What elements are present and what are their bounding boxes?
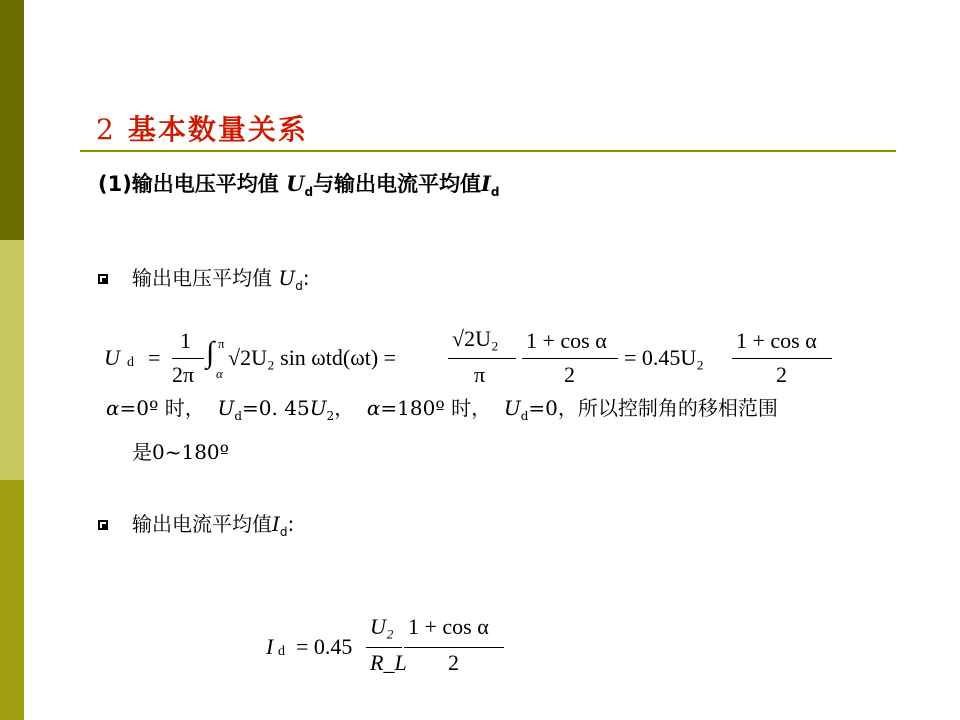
eq1-f3-num: 1 + cos α bbox=[526, 328, 607, 353]
slide-title bbox=[96, 108, 308, 148]
eq2-f2-den: 2 bbox=[448, 650, 459, 675]
eq2-f1-num: U₂ bbox=[370, 614, 394, 639]
note-ud2: U bbox=[503, 396, 521, 420]
eq1-int-upper: π bbox=[218, 336, 225, 351]
eq1-int-lower: α bbox=[216, 366, 223, 381]
eq2-f1-bar bbox=[366, 647, 402, 648]
note-eq180: =180º 时， bbox=[380, 396, 492, 420]
integral-sign: ∫ bbox=[206, 336, 215, 369]
eq1-f4-bar bbox=[732, 358, 832, 359]
bullet1-symbol: U bbox=[278, 266, 296, 290]
bullet2-text bbox=[132, 508, 294, 539]
eq1-f1-num: 1 bbox=[180, 328, 191, 353]
note-alpha: α bbox=[106, 396, 120, 420]
note-u2-sub: 2 bbox=[326, 409, 335, 423]
note-alpha2: α bbox=[366, 396, 381, 420]
note-ud2-sub: d bbox=[520, 409, 529, 423]
bullet-square-icon bbox=[98, 520, 108, 530]
eq1-lhs-sub: d bbox=[127, 355, 134, 370]
subtitle-prefix: (1)输出电压平均值 bbox=[98, 172, 287, 196]
eq1-f1-bar bbox=[172, 358, 204, 359]
title-underline bbox=[80, 150, 896, 152]
note-comma: ， bbox=[334, 396, 355, 420]
note-val1: =0. 45 bbox=[242, 396, 310, 420]
sidebar-band-dark bbox=[0, 0, 24, 240]
eq1-f2-den: π bbox=[474, 362, 486, 387]
eq2-f2-bar bbox=[404, 647, 504, 648]
sidebar-band-light bbox=[0, 240, 24, 480]
subtitle-ud-sub: d bbox=[304, 185, 314, 200]
bullet2-label: 输出电流平均值 bbox=[132, 512, 272, 536]
note-ud1-sub: d bbox=[234, 409, 243, 423]
eq2-f1-den: R_L bbox=[370, 650, 407, 675]
sidebar-band-mid bbox=[0, 480, 24, 720]
sidebar-decoration bbox=[0, 0, 24, 720]
eq1-f3-den: 2 bbox=[564, 362, 575, 387]
bullet2-colon: : bbox=[287, 512, 295, 536]
subtitle-id: I bbox=[481, 171, 491, 196]
bullet1-colon: : bbox=[302, 266, 310, 290]
bullet-square-icon bbox=[98, 274, 108, 284]
bullet1-text bbox=[132, 262, 310, 293]
eq1-f2-bar bbox=[448, 358, 516, 359]
bullet2-symbol-sub: d bbox=[279, 525, 288, 539]
eq1-lhs: U bbox=[104, 345, 120, 370]
eq1-equals: = bbox=[148, 345, 161, 370]
subtitle bbox=[98, 168, 499, 199]
range-note-line2: 是0~180º bbox=[132, 440, 230, 464]
subtitle-middle: 与输出电流平均值 bbox=[313, 172, 482, 196]
subtitle-ud: U bbox=[286, 171, 305, 196]
eq1-f3-bar bbox=[522, 358, 618, 359]
title-text: 基本数量关系 bbox=[127, 113, 308, 146]
eq1-f4-den: 2 bbox=[776, 362, 787, 387]
eq1-f1-den: 2π bbox=[172, 362, 195, 387]
eq2-equals: = 0.45 bbox=[296, 634, 353, 659]
eq1-f4-num: 1 + cos α bbox=[736, 328, 817, 353]
title-number: 2 bbox=[96, 113, 116, 146]
eq1-integrand: √2U₂ sin ωtd(ωt) = bbox=[228, 345, 397, 370]
note-ud1: U bbox=[217, 396, 235, 420]
eq1-f2-num: √2U₂ bbox=[452, 326, 499, 351]
bullet2-symbol: I bbox=[272, 512, 280, 536]
range-note-line1 bbox=[106, 392, 778, 423]
subtitle-id-sub: d bbox=[490, 185, 500, 200]
eq2-f2-num: 1 + cos α bbox=[408, 614, 489, 639]
eq2-lhs-sub: d bbox=[278, 644, 285, 659]
note-u2: U bbox=[309, 396, 327, 420]
eq1-result: = 0.45U₂ bbox=[624, 345, 704, 370]
note-val2: =0，所以控制角的移相范围 bbox=[528, 396, 778, 420]
bullet1-symbol-sub: d bbox=[295, 279, 303, 293]
bullet1-label: 输出电压平均值 bbox=[132, 266, 279, 290]
note-eq0: =0º 时， bbox=[119, 396, 205, 420]
eq2-lhs: I bbox=[266, 634, 274, 659]
